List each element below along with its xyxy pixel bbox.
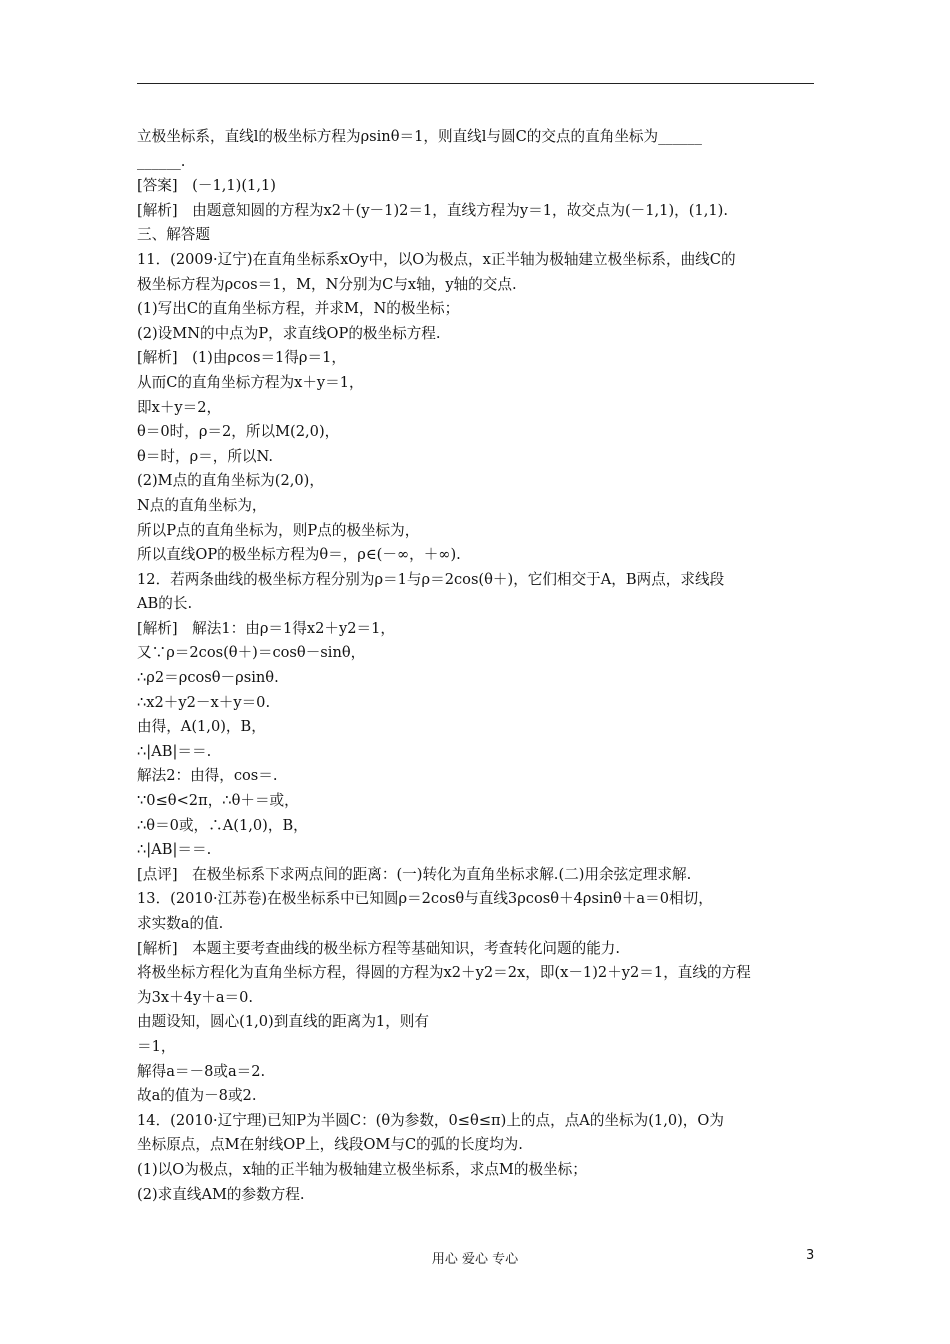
text-line: 所以直线OP的极坐标方程为θ＝，ρ∈(－∞，＋∞). [137, 546, 461, 564]
text-line: AB的长. [137, 595, 193, 613]
text-line: [答案] (－1,1)(1,1) [137, 177, 276, 195]
text-line: (2)M点的直角坐标为(2,0)， [137, 472, 324, 490]
text-line: [点评] 在极坐标系下求两点间的距离：(一)转化为直角坐标求解.(二)用余弦定理求解. [137, 865, 692, 883]
page-number: 3 [806, 1248, 815, 1263]
text-line: (2)设MN的中点为P，求直线OP的极坐标方程. [137, 324, 441, 342]
text-line: ∴x2＋y2－x＋y＝0. [137, 693, 271, 711]
text-line: ∴|AB|＝＝. [137, 841, 212, 859]
text-line: 12．若两条曲线的极坐标方程分别为ρ＝1与ρ＝2cos(θ＋)，它们相交于A，B两点，求线段 [137, 570, 725, 588]
text-line: 将极坐标方程化为直角坐标方程，得圆的方程为x2＋y2＝2x，即(x－1)2＋y2＝1，直线的方程 [137, 964, 751, 982]
text-line: 解法2：由得，cos＝. [137, 767, 278, 785]
text-line: 14．(2010·辽宁理)已知P为半圆C：(θ为参数，0≤θ≤π)上的点，点A的坐标为(1,0)，O为 [137, 1111, 724, 1129]
text-line: θ＝0时，ρ＝2，所以M(2,0)， [137, 423, 340, 441]
text-line: ＝1， [137, 1037, 176, 1055]
text-line: 又∵ρ＝2cos(θ＋)＝cosθ－sinθ， [137, 644, 366, 662]
text-line: 立极坐标系，直线l的极坐标方程为ρsinθ＝1，则直线l与圆C的交点的直角坐标为______ [137, 128, 702, 145]
text-line: 求实数a的值. [137, 915, 224, 932]
text-line: (1)写出C的直角坐标方程，并求M，N的极坐标； [137, 300, 460, 318]
text-line: 解得a＝－8或a＝2. [137, 1062, 266, 1080]
text-line: [解析] 由题意知圆的方程为x2＋(y－1)2＝1，直线方程为y＝1，故交点为(－1,1)，(1,1). [137, 201, 728, 219]
text-line: 坐标原点，点M在射线OP上，线段OM与C的弧的长度均为. [137, 1136, 523, 1154]
text-line: 13．(2010·江苏卷)在极坐标系中已知圆ρ＝2cosθ与直线3ρcosθ＋4ρsinθ＋a＝0相切， [137, 890, 713, 908]
text-line: 故a的值为－8或2. [137, 1087, 257, 1105]
text-line: ______. [137, 152, 186, 170]
document-body [137, 125, 827, 1207]
text-line: 极坐标方程为ρcos＝1，M，N分别为C与x轴，y轴的交点. [137, 275, 517, 293]
footer-slogan: 用心 爱心 专心 [431, 1252, 519, 1267]
section-heading: 三、解答题 [137, 226, 210, 244]
text-line: ∵0≤θ<2π，∴θ＋＝或， [137, 792, 299, 810]
text-line: [解析] (1)由ρcos＝1得ρ＝1， [137, 349, 346, 367]
text-line: ∴ρ2＝ρcosθ－ρsinθ. [137, 669, 279, 687]
text-line: 由题设知，圆心(1,0)到直线的距离为1，则有 [137, 1013, 429, 1031]
text-line: 11．(2009·辽宁)在直角坐标系xOy中，以O为极点，x正半轴为极轴建立极坐标系，曲线C的 [137, 250, 736, 268]
text-line: ∴θ＝0或，∴A(1,0)，B， [137, 816, 308, 834]
header-rule [137, 83, 814, 84]
text-line: 由得，A(1,0)，B， [137, 718, 266, 736]
text-line: [解析] 本题主要考查曲线的极坐标方程等基础知识，考查转化问题的能力. [137, 939, 621, 957]
text-line: [解析] 解法1：由ρ＝1得x2＋y2＝1， [137, 619, 395, 637]
text-line: 所以P点的直角坐标为，则P点的极坐标为， [137, 521, 420, 539]
text-line: N点的直角坐标为， [137, 496, 267, 514]
text-line: (1)以O为极点，x轴的正半轴为极轴建立极坐标系，求点M的极坐标； [137, 1160, 587, 1178]
page-footer [0, 1248, 950, 1268]
text-line: (2)求直线AM的参数方程. [137, 1185, 305, 1203]
text-line: 从而C的直角坐标方程为x＋y＝1， [137, 373, 364, 391]
text-line: 为3x＋4y＋a＝0. [137, 988, 254, 1006]
text-line: θ＝时，ρ＝，所以N. [137, 447, 273, 465]
text-line: ∴|AB|＝＝. [137, 742, 212, 760]
text-line: 即x＋y＝2， [137, 398, 222, 416]
